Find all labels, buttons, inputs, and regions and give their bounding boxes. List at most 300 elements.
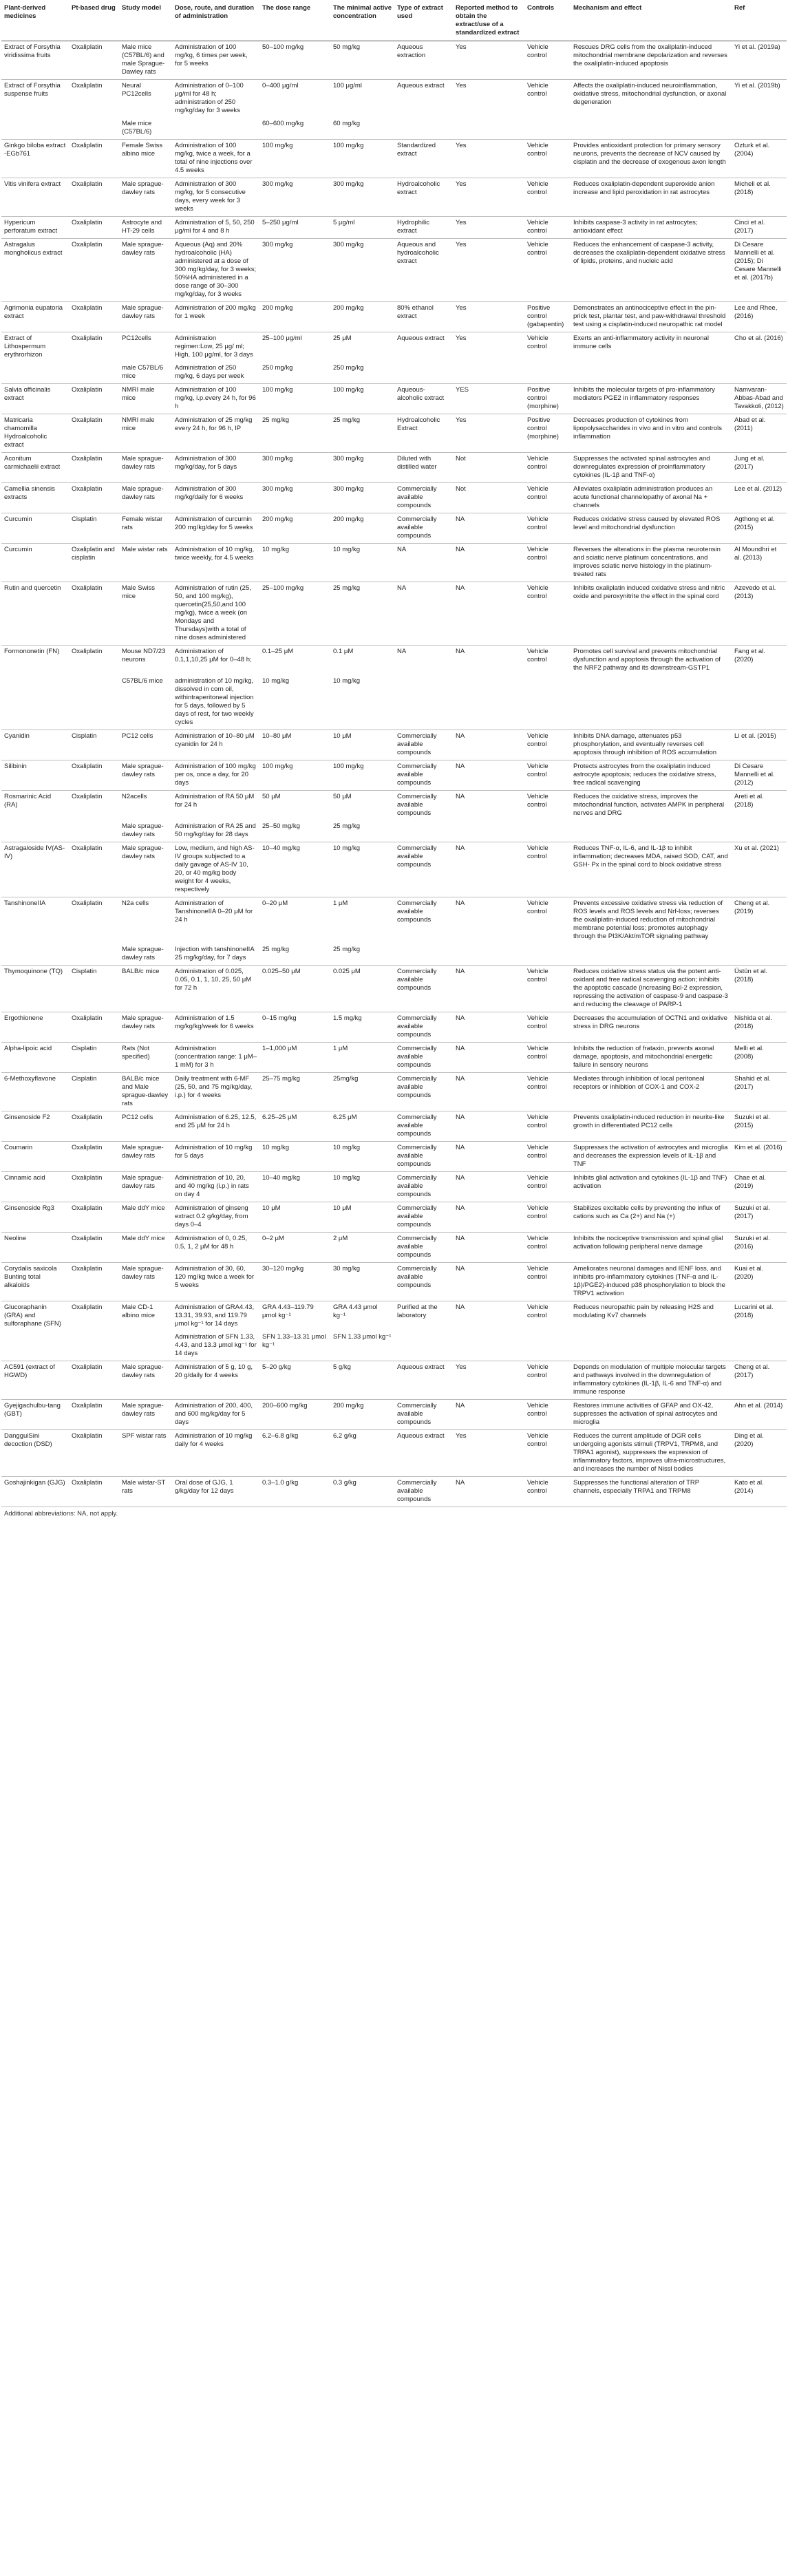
drug-cell: Oxaliplatin — [72, 1303, 103, 1311]
dose-route-cell: Administration of 0.025, 0.05, 0.1, 1, 10, 25, 50 μM for 72 h — [172, 966, 259, 1012]
ref-cell: Al Moundhri et al. (2013) — [732, 544, 787, 582]
dose-range-cell: 1–1,000 μM — [259, 1043, 330, 1073]
medicine-cell: Cyanidin — [1, 730, 69, 760]
controls-cell — [524, 1331, 571, 1361]
min-concentration-cell: 6.25 μM — [330, 1111, 394, 1142]
min-concentration-cell: 25 mg/kg — [330, 582, 394, 646]
dose-range-cell: 200 mg/kg — [259, 513, 330, 544]
extract-type-cell: Aqueous extract — [397, 82, 445, 89]
min-concentration-cell: 10 mg/kg — [330, 544, 394, 582]
dose-range-cell: 25–75 mg/kg — [259, 1073, 330, 1111]
table-row — [1, 646, 787, 676]
dose-range-cell: SFN 1.33–13.31 μmol kg⁻¹ — [259, 1331, 330, 1361]
controls-cell: Vehicle control — [527, 334, 549, 350]
controls-cell: Vehicle control — [524, 1172, 571, 1202]
min-concentration-cell: 10 μM — [330, 1202, 394, 1233]
dose-route-cell: Administration of 100 mg/kg, twice a week, for a total of nine injections over 4.5 weeks — [172, 140, 259, 178]
column-header: Reported method to obtain the extract/use of a standardized extract — [453, 0, 524, 41]
dose-range-cell: 100 mg/kg — [259, 384, 330, 414]
mechanism-cell: Restores immune activities of GFAP and OX-42, suppresses the activation of spinal astrocytes and microglia — [571, 1400, 732, 1430]
method-cell: Not — [453, 453, 524, 483]
study-model-cell: Male sprague-dawley rats — [119, 178, 172, 217]
dose-route-cell: administration of 10 mg/kg, dissolved in corn oil, withintraperitoneal injection for 5 days, followed by 5 days of rest, for two weekly cycles — [172, 675, 259, 730]
medicine-cell — [1, 944, 69, 966]
medicine-cell: Goshajinkigan (GJG) — [1, 1477, 69, 1507]
table-row — [1, 1477, 787, 1507]
study-model-cell: Male mice (C57BL/6) — [119, 118, 172, 140]
study-model-cell: Male CD-1 albino mice — [122, 1303, 156, 1319]
min-concentration-cell: 10 mg/kg — [330, 842, 394, 897]
ref-cell: Di Cesare Mannelli et al. (2015); Di Cesare Mannelli et al. (2017b) — [732, 239, 787, 302]
drug-cell: Cisplatin — [69, 730, 119, 760]
dose-route-cell: Administration of GRA4.43, 13.31, 39.93, and 119.79 μmol kg⁻¹ for 14 days — [175, 1303, 255, 1328]
controls-cell: Vehicle control — [524, 760, 571, 791]
method-cell: Yes — [453, 414, 524, 453]
dose-route-cell: Administration of 0–100 μg/ml for 48 h; administration of 250 mg/kg/day for 3 weeks — [175, 82, 244, 114]
method-cell: NA — [453, 544, 524, 582]
mechanism-cell: Ameliorates neuronal damages and IENF loss, and inhibits pro-inflammatory cytokines (TNF-α and IL-1β)/PGE2)-induced p38 phosphorylation to block the TRPV1 activation — [571, 1263, 732, 1301]
mechanism-cell — [571, 118, 732, 140]
table-row — [1, 41, 787, 80]
table-row — [1, 582, 787, 646]
extract-type-cell — [394, 944, 453, 966]
min-concentration-cell: 300 mg/kg — [330, 483, 394, 513]
drug-cell: Oxaliplatin — [69, 384, 119, 414]
dose-range-cell: 30–120 mg/kg — [259, 1263, 330, 1301]
medicine-cell: 6-Methoxyflavone — [1, 1073, 69, 1111]
study-model-cell: Male sprague-dawley rats — [119, 1400, 172, 1430]
controls-cell: Vehicle control — [524, 1012, 571, 1043]
medicine-cell: Extract of Forsythia suspense fruits — [4, 82, 61, 98]
extract-type-cell: Hydroalcoholic Extract — [394, 414, 453, 453]
controls-cell — [524, 362, 571, 384]
medicine-cell — [1, 1331, 69, 1361]
header-row — [1, 0, 787, 41]
mechanism-cell: Inhibits the nociceptive transmission and spinal glial activation following peripheral nerve damage — [571, 1233, 732, 1263]
method-cell: NA — [453, 1073, 524, 1111]
method-cell: NA — [453, 1012, 524, 1043]
column-header: Type of extract used — [394, 0, 453, 41]
table-row — [1, 217, 787, 239]
dose-route-cell: Injection with tanshinoneIIA 25 mg/kg/day, for 7 days — [172, 944, 259, 966]
dose-range-cell: 25 mg/kg — [259, 414, 330, 453]
drug-cell: Oxaliplatin — [69, 239, 119, 302]
dose-route-cell: Oral dose of GJG, 1 g/kg/day for 12 days — [172, 1477, 259, 1507]
study-model-cell: Male sprague-dawley rats — [119, 760, 172, 791]
mechanism-cell: Stabilizes excitable cells by preventing the influx of cations such as Ca (2+) and Na (+) — [571, 1202, 732, 1233]
ref-cell: Agthong et al. (2015) — [732, 513, 787, 544]
table-row — [1, 730, 787, 760]
table-row — [1, 1233, 787, 1263]
drug-cell: Oxaliplatin — [72, 334, 103, 342]
method-cell: NA — [453, 1111, 524, 1142]
mechanism-cell: Promotes cell survival and prevents mitochondrial dysfunction and apoptosis through the activation of the NRF2 pathway and its downstream-GSTP1 — [573, 648, 721, 672]
table-row — [1, 140, 787, 178]
method-cell: Yes — [453, 41, 524, 80]
ref-cell: Areti et al. (2018) — [734, 793, 764, 809]
dose-range-cell: 0–15 mg/kg — [259, 1012, 330, 1043]
ref-cell — [732, 118, 787, 140]
medicine-cell: Glucoraphanin (GRA) and sulforaphane (SFN) — [4, 1303, 61, 1328]
ref-cell: Cho et al. (2016) — [734, 334, 783, 342]
drug-cell: Oxaliplatin — [69, 453, 119, 483]
study-model-cell: Mouse ND7/23 neurons — [122, 648, 166, 663]
controls-cell — [524, 118, 571, 140]
medicine-cell: Matricaria chamomilla Hydroalcoholic extract — [1, 414, 69, 453]
controls-cell: Vehicle control — [524, 239, 571, 302]
min-concentration-cell: 1 μM — [333, 900, 348, 907]
medicine-cell — [1, 820, 69, 842]
medicine-cell: Hypericum perforatum extract — [1, 217, 69, 239]
min-concentration-cell: 250 mg/kg — [330, 362, 394, 384]
table-row — [1, 1172, 787, 1202]
extract-type-cell: Commercially available compounds — [394, 1142, 453, 1172]
extract-type-cell: Standardized extract — [394, 140, 453, 178]
drug-cell: Oxaliplatin — [69, 302, 119, 332]
method-cell: Yes — [453, 239, 524, 302]
medicine-cell: Extract of Forsythia viridissima fruits — [1, 41, 69, 80]
method-cell: NA — [453, 1172, 524, 1202]
table-row — [1, 675, 787, 730]
table-footnote: Additional abbreviations: NA, not apply. — [4, 1510, 118, 1518]
mechanism-cell: Rescues DRG cells from the oxaliplatin-induced mitochondrial membrane depolarization and reverses the oxaliplatin-induced apoptosis — [571, 41, 732, 80]
table-row — [1, 1263, 787, 1301]
table-row — [1, 760, 787, 791]
extract-type-cell: Commercially available compounds — [394, 1263, 453, 1301]
table-row — [1, 302, 787, 332]
min-concentration-cell: 2 μM — [330, 1233, 394, 1263]
controls-cell: Vehicle control — [524, 730, 571, 760]
mechanism-cell: Reduces oxidative stress status via the potent anti-oxidant and free radical scavenging action; inhibits the apoptotic cascade (increasing Bcl-2 expression, repressing the activation of caspase-9 and caspase-3 and reducing the cleavage of PARP-1 — [571, 966, 732, 1012]
controls-cell: Positive control (morphine) — [524, 414, 571, 453]
extract-type-cell: Commercially available compounds — [394, 1012, 453, 1043]
method-cell: NA — [456, 1303, 465, 1311]
dose-route-cell: Administration of 200 mg/kg for 1 week — [172, 302, 259, 332]
table-row — [1, 1111, 787, 1142]
min-concentration-cell: 200 mg/kg — [330, 513, 394, 544]
study-model-cell — [119, 1331, 172, 1361]
dose-route-cell: Aqueous (Aq) and 20% hydroalcoholic (HA) administered at a dose of 300 mg/kg/day, for 3 weeks; 50%HA administered in a dose range of 30–300 mg/kg/day, for 3 weeks — [172, 239, 259, 302]
dose-range-cell: 0–20 μM — [262, 900, 288, 907]
mechanism-cell: Depends on modulation of multiple molecular targets and pathways involved in the downregulation of inflammatory cytokines (IL-1β, IL-6 and TNF-α) and immune response — [571, 1361, 732, 1400]
method-cell: Yes — [453, 140, 524, 178]
min-concentration-cell: 5 μg/ml — [330, 217, 394, 239]
dose-route-cell: Administration of 6.25, 12.5, and 25 μM for 24 h — [172, 1111, 259, 1142]
column-header: Pt-based drug — [69, 0, 119, 41]
ref-cell: Cheng et al. (2019) — [734, 900, 770, 915]
drug-cell: Oxaliplatin — [69, 140, 119, 178]
dose-range-cell: 6.25–25 μM — [259, 1111, 330, 1142]
method-cell — [453, 1331, 524, 1361]
min-concentration-cell: 25 mg/kg — [330, 944, 394, 966]
mechanism-cell: Affects the oxaliplatin-induced neuroinflammation, oxidative stress, mitochondrial dysfunction, or axonal degeneration — [573, 82, 727, 106]
controls-cell: Vehicle control — [524, 41, 571, 80]
dose-route-cell: Administration of 1.5 mg/kg/kg/week for 6 weeks — [172, 1012, 259, 1043]
table-row — [1, 513, 787, 544]
medicine-cell — [1, 675, 69, 730]
dose-route-cell: Administration of ginseng extract 0.2 g/kg/day, from days 0–4 — [172, 1202, 259, 1233]
dose-route-cell: Administration of 10 mg/kg, twice weekly, for 4.5 weeks — [172, 544, 259, 582]
drug-cell — [69, 944, 119, 966]
extract-type-cell: Purified at the laboratory — [397, 1303, 438, 1319]
study-model-cell: Male sprague-dawley rats — [119, 842, 172, 897]
table-row — [1, 944, 787, 966]
dose-range-cell: 25–50 mg/kg — [259, 820, 330, 842]
ref-cell: Üstün et al. (2018) — [732, 966, 787, 1012]
dose-range-cell: 10 mg/kg — [259, 544, 330, 582]
method-cell: YES — [453, 384, 524, 414]
drug-cell: Cisplatin — [69, 513, 119, 544]
extract-type-cell: Commercially available compounds — [394, 1202, 453, 1233]
study-model-cell: N2a cells — [122, 900, 149, 907]
method-cell: Not — [453, 483, 524, 513]
extract-type-cell: Commercially available compounds — [394, 730, 453, 760]
drug-cell: Oxaliplatin — [69, 1361, 119, 1400]
ref-cell: Kuai et al. (2020) — [732, 1263, 787, 1301]
medicine-cell: Aconitum carmichaelii extract — [1, 453, 69, 483]
study-model-cell: Male mice (C57BL/6) and male Sprague-Dawley rats — [119, 41, 172, 80]
study-model-cell: Male ddY mice — [119, 1233, 172, 1263]
drug-cell: Oxaliplatin and cisplatin — [69, 544, 119, 582]
controls-cell: Vehicle control — [524, 1111, 571, 1142]
medicine-cell: Ginkgo biloba extract -EGb761 — [1, 140, 69, 178]
column-header: Ref — [732, 0, 787, 41]
mechanism-cell: Reduces the oxidative stress, improves the mitochondrial function, activates AMPK in peripheral nerves and DRG — [573, 793, 725, 817]
drug-cell: Oxaliplatin — [72, 793, 103, 800]
extract-type-cell — [394, 118, 453, 140]
drug-cell: Oxaliplatin — [69, 41, 119, 80]
ref-cell: Melli et al. (2008) — [732, 1043, 787, 1073]
ref-cell: Micheli et al. (2018) — [732, 178, 787, 217]
dose-route-cell: Administration of 10 mg/kg daily for 4 weeks — [172, 1430, 259, 1477]
method-cell: Yes — [453, 1430, 524, 1477]
dose-range-cell: 0.025–50 μM — [259, 966, 330, 1012]
controls-cell: Vehicle control — [524, 966, 571, 1012]
medicine-cell: Extract of Lithospermum erythrorhizon — [4, 334, 46, 359]
data-table — [1, 0, 787, 1507]
dose-range-cell: 6.2–6.8 g/kg — [259, 1430, 330, 1477]
drug-cell: Oxaliplatin — [69, 1233, 119, 1263]
mechanism-cell — [571, 1331, 732, 1361]
table-row — [1, 483, 787, 513]
extract-type-cell: Aqueous-alcoholic extract — [394, 384, 453, 414]
ref-cell: Lee and Rhee, (2016) — [732, 302, 787, 332]
medicine-cell: Coumarin — [1, 1142, 69, 1172]
dose-range-cell: 0–400 μg/ml — [262, 82, 299, 89]
medicine-cell: Agrimonia eupatoria extract — [1, 302, 69, 332]
dose-route-cell: Administration of RA 50 μM for 24 h — [175, 793, 255, 809]
extract-type-cell: Hydrophilic extract — [394, 217, 453, 239]
ref-cell: Lee et al. (2012) — [732, 483, 787, 513]
study-model-cell: Male wistar-ST rats — [119, 1477, 172, 1507]
mechanism-cell: Reduces neuropathic pain by releasing H2S and modulating Kv7 channels — [573, 1303, 714, 1319]
medicine-cell: Rosmarinic Acid (RA) — [4, 793, 52, 809]
dose-range-cell: 0.1–25 μM — [262, 648, 294, 655]
controls-cell: Vehicle control — [524, 483, 571, 513]
min-concentration-cell: 300 mg/kg — [330, 178, 394, 217]
extract-type-cell: Commercially available compounds — [394, 1477, 453, 1507]
dose-route-cell: Administration of 0.1,1,10,25 μM for 0–48 h; — [175, 648, 252, 663]
method-cell: NA — [453, 1477, 524, 1507]
medicine-cell: Ergothionene — [1, 1012, 69, 1043]
table-row — [1, 118, 787, 140]
drug-cell — [69, 820, 119, 842]
study-model-cell: Male sprague-dawley rats — [119, 483, 172, 513]
extract-type-cell: Commercially available compounds — [394, 760, 453, 791]
dose-route-cell: Administration of 250 mg/kg, 6 days per week — [172, 362, 259, 384]
mechanism-cell: Decreases the accumulation of OCTN1 and oxidative stress in DRG neurons — [571, 1012, 732, 1043]
medicine-cell: Vitis vinifera extract — [1, 178, 69, 217]
min-concentration-cell: 30 mg/kg — [330, 1263, 394, 1301]
method-cell — [453, 675, 524, 730]
ref-cell: Nishida et al. (2018) — [732, 1012, 787, 1043]
mechanism-cell: Reduces oxidative stress caused by elevated ROS level and mitochondrial dysfunction — [571, 513, 732, 544]
mechanism-cell: Suppresses the activation of astrocytes and microglia and decreases the expression levels of IL-1β and TNF — [571, 1142, 732, 1172]
drug-cell: Oxaliplatin — [69, 1430, 119, 1477]
column-header: The dose range — [259, 0, 330, 41]
mechanism-cell: Exerts an anti-inflammatory activity in neuronal immune cells — [573, 334, 709, 350]
study-model-cell: PC12cells — [122, 334, 151, 342]
controls-cell: Vehicle control — [524, 1073, 571, 1111]
ref-cell — [732, 944, 787, 966]
mechanism-cell: Inhibits the molecular targets of pro-inflammatory mediators PGE2 in inflammatory responses — [571, 384, 732, 414]
drug-cell: Cisplatin — [69, 966, 119, 1012]
drug-cell: Cisplatin — [69, 1073, 119, 1111]
method-cell: Yes — [453, 302, 524, 332]
min-concentration-cell: 50 mg/kg — [330, 41, 394, 80]
table-row — [1, 1202, 787, 1233]
ref-cell: Kato et al. (2014) — [732, 1477, 787, 1507]
extract-type-cell: NA — [394, 544, 453, 582]
mechanism-cell — [571, 944, 732, 966]
method-cell: NA — [453, 1043, 524, 1073]
mechanism-cell: Suppresses the functional alteration of TRP channels, especially TRPA1 and TRPM8 — [571, 1477, 732, 1507]
study-model-cell: SPF wistar rats — [119, 1430, 172, 1477]
method-cell: Yes — [456, 82, 467, 89]
study-model-cell: PC12 cells — [119, 730, 172, 760]
min-concentration-cell: 100 mg/kg — [330, 140, 394, 178]
table-row — [1, 1400, 787, 1430]
study-model-cell: Rats (Not specified) — [119, 1043, 172, 1073]
medicine-cell: Alpha-lipoic acid — [1, 1043, 69, 1073]
controls-cell: Positive control (morphine) — [524, 384, 571, 414]
drug-cell — [69, 362, 119, 384]
dose-route-cell: Administration of rutin (25, 50, and 100 mg/kg), quercetin(25,50,and 100 mg/kg), twice a week (on Mondays and Thursdays)with a total of nine doses administered — [172, 582, 259, 646]
controls-cell — [524, 944, 571, 966]
controls-cell: Vehicle control — [524, 1263, 571, 1301]
controls-cell: Vehicle control — [524, 544, 571, 582]
study-model-cell: Male sprague-dawley rats — [119, 1012, 172, 1043]
table-row — [1, 791, 787, 821]
dose-route-cell: Administration of RA 25 and 50 mg/kg/day for 28 days — [172, 820, 259, 842]
min-concentration-cell: 50 μM — [333, 793, 352, 800]
mechanism-cell: Protects astrocytes from the oxaliplatin induced astrocyte apoptosis; reduces the oxidative stress, free radical scavenging — [571, 760, 732, 791]
table-row — [1, 80, 787, 118]
study-model-cell: Astrocyte and HT-29 cells — [119, 217, 172, 239]
min-concentration-cell: 25 mg/kg — [330, 414, 394, 453]
dose-route-cell: Administration of 5 g, 10 g, 20 g/daily for 4 weeks — [172, 1361, 259, 1400]
ref-cell: Ahn et al. (2014) — [732, 1400, 787, 1430]
min-concentration-cell: 1 μM — [330, 1043, 394, 1073]
min-concentration-cell: 0.1 μM — [333, 648, 354, 655]
mechanism-cell: Reduces the enhancement of caspase-3 activity, decreases the oxaliplatin-dependent oxidative stress of lipids, proteins, and nucleic acid — [571, 239, 732, 302]
dose-range-cell: GRA 4.43–119.79 μmol kg⁻¹ — [262, 1303, 314, 1319]
extract-type-cell: Commercially available compounds — [394, 1233, 453, 1263]
table-row — [1, 1361, 787, 1400]
ref-cell: Suzuki et al. (2015) — [732, 1111, 787, 1142]
study-model-cell: Male Swiss mice — [119, 582, 172, 646]
ref-cell: Ding et al. (2020) — [732, 1430, 787, 1477]
medicine-cell: Rutin and quercetin — [1, 582, 69, 646]
medicine-cell: AC591 (extract of HGWD) — [1, 1361, 69, 1400]
controls-cell: Vehicle control — [524, 1430, 571, 1477]
dose-range-cell: 300 mg/kg — [259, 453, 330, 483]
table-row — [1, 453, 787, 483]
min-concentration-cell: 25mg/kg — [330, 1073, 394, 1111]
drug-cell: Oxaliplatin — [69, 842, 119, 897]
table-row — [1, 966, 787, 1012]
table-row — [1, 332, 787, 363]
method-cell — [453, 820, 524, 842]
controls-cell: Vehicle control — [527, 1303, 549, 1319]
drug-cell: Oxaliplatin — [69, 1142, 119, 1172]
dose-range-cell: 300 mg/kg — [259, 483, 330, 513]
mechanism-cell — [571, 362, 732, 384]
mechanism-cell: Inhibits glial activation and cytokines (IL-1β and TNF) activation — [571, 1172, 732, 1202]
dose-route-cell: Administration of 100 mg/kg, i.p.every 24 h, for 96 h — [172, 384, 259, 414]
study-model-cell: Male sprague-dawley rats — [119, 1172, 172, 1202]
table-row — [1, 820, 787, 842]
drug-cell: Oxaliplatin — [69, 1400, 119, 1430]
ref-cell: Yi et al. (2019b) — [734, 82, 780, 89]
dose-route-cell — [172, 118, 259, 140]
drug-cell: Oxaliplatin — [69, 1202, 119, 1233]
controls-cell: Vehicle control — [524, 1142, 571, 1172]
controls-cell: Vehicle control — [527, 793, 549, 809]
study-model-cell: PC12 cells — [119, 1111, 172, 1142]
ref-cell: Lucarini et al. (2018) — [734, 1303, 774, 1319]
method-cell — [453, 362, 524, 384]
method-cell: NA — [453, 842, 524, 897]
drug-cell: Oxaliplatin — [69, 1111, 119, 1142]
dose-range-cell: 10 mg/kg — [259, 675, 330, 730]
method-cell: NA — [456, 900, 465, 907]
extract-type-cell: Commercially available compounds — [394, 483, 453, 513]
extract-type-cell: Commercially available compounds — [394, 1400, 453, 1430]
extract-type-cell: Aqueous extract — [394, 1430, 453, 1477]
controls-cell: Vehicle control — [524, 453, 571, 483]
medicine-cell: DangguiSini decoction (DSD) — [1, 1430, 69, 1477]
table-row — [1, 1430, 787, 1477]
drug-cell: Oxaliplatin — [72, 648, 103, 655]
study-model-cell: Male sprague-dawley rats — [119, 302, 172, 332]
dose-range-cell: 10–40 mg/kg — [259, 842, 330, 897]
dose-route-cell: Administration of 100 mg/kg, 6 times per week, for 5 weeks — [172, 41, 259, 80]
medicine-cell: Cinnamic acid — [1, 1172, 69, 1202]
dose-range-cell: 5–20 g/kg — [259, 1361, 330, 1400]
table-row — [1, 1043, 787, 1073]
min-concentration-cell: 1.5 mg/kg — [330, 1012, 394, 1043]
mechanism-cell: Provides antioxidant protection for primary sensory neurons, prevents the decrease of NCV caused by cisplatin and the decrease of exogenous axon length — [571, 140, 732, 178]
controls-cell: Vehicle control — [524, 842, 571, 897]
extract-type-cell: Hydroalcoholic extract — [394, 178, 453, 217]
ref-cell: Suzuki et al. (2016) — [732, 1233, 787, 1263]
extract-type-cell: Commercially available compounds — [397, 793, 437, 817]
drug-cell: Oxaliplatin — [69, 1012, 119, 1043]
table-row — [1, 239, 787, 302]
min-concentration-cell: 10 μM — [330, 730, 394, 760]
study-model-cell: NMRI male mice — [119, 384, 172, 414]
